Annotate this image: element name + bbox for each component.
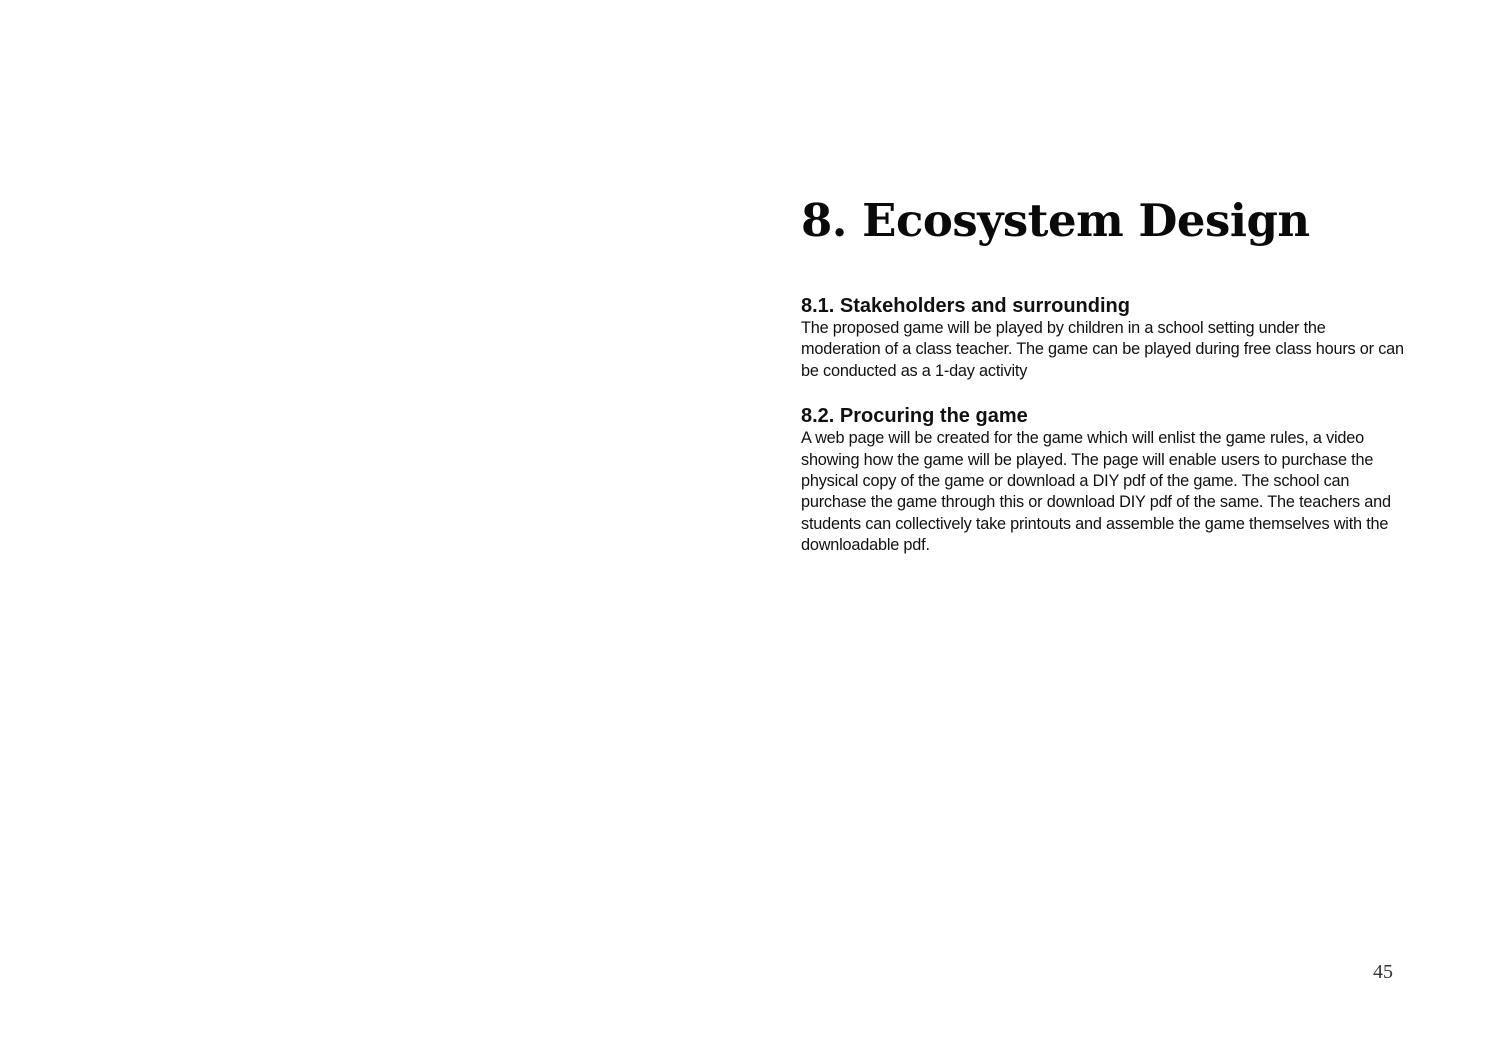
chapter-title: 8. Ecosystem Design [801,194,1310,247]
page-number: 45 [1373,961,1393,983]
section-heading: 8.2. Procuring the game [801,405,1028,428]
section-heading: 8.1. Stakeholders and surrounding [801,295,1130,317]
section-procuring [801,404,1406,556]
section-stakeholders [801,294,1406,382]
section-body: A web page will be created for the game which will enlist the game rules, a video showing how the game will be played. The page will enable users to purchase the physical copy of the game or download a DIY pdf of the game. The school can purchase the game through this or download DIY pdf of the same. The teachers and students can collectively take printouts and assemble the game themselves with the downloadable pdf. [801,429,1391,555]
page-content [801,192,1406,557]
section-body: The proposed game will be played by children in a school setting under the moderation of a class teacher. The game can be played during free class hours or can be conducted as a 1-day activity [801,319,1404,380]
